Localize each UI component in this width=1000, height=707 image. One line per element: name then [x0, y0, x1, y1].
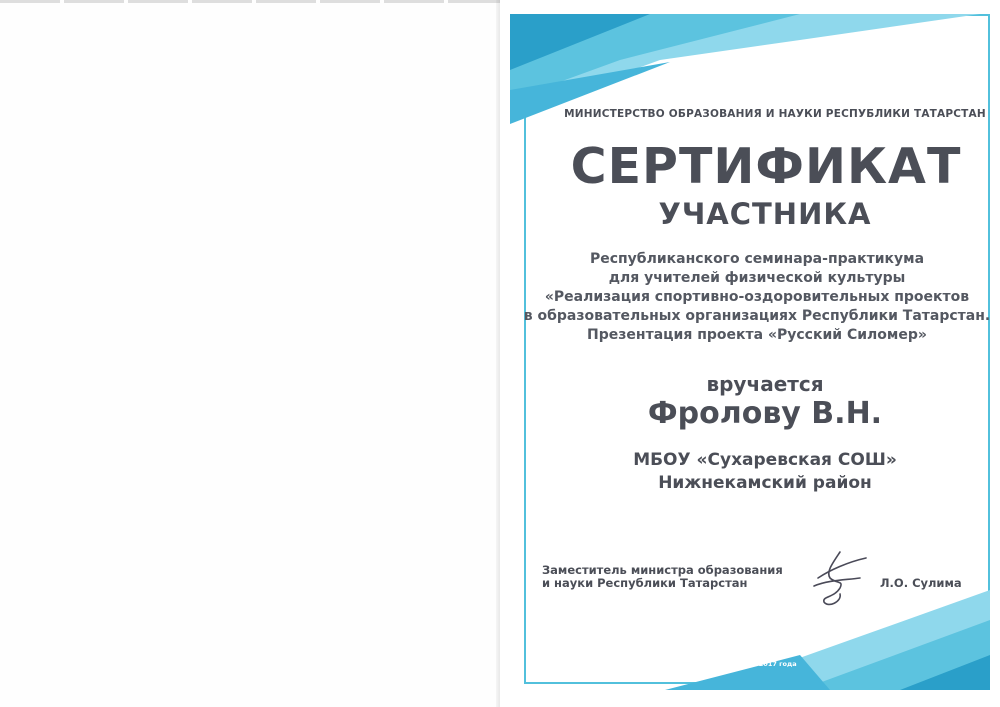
school-district: Нижнекамский район	[658, 473, 872, 493]
scan-top-edge	[0, 0, 500, 3]
certificate-page	[500, 0, 1000, 707]
ministry-heading: МИНИСТЕРСТВО ОБРАЗОВАНИЯ И НАУКИ РЕСПУБЛИКИ ТАТАРСТАН	[564, 108, 986, 120]
place-and-date	[700, 652, 810, 668]
signer-name: Л.О. Сулима	[880, 576, 962, 590]
event-description	[514, 250, 1000, 345]
awarded-text: вручается	[706, 372, 824, 396]
school-name: МБОУ «Сухаревская СОШ»	[633, 450, 897, 470]
event-line: Презентация проекта «Русский Силомер»	[587, 327, 927, 343]
certificate-subtitle: УЧАСТНИКА	[658, 197, 872, 231]
event-line: «Реализация спортивно-оздоровительных проектов	[544, 289, 970, 305]
event-line: для учителей физической культуры	[608, 270, 906, 286]
school-info	[550, 449, 980, 495]
footer-city: г. Нижнекамск	[727, 652, 783, 660]
footer-date: 13 декабря 2017 года	[713, 660, 797, 668]
signer-title-line: и науки Республики Татарстан	[542, 576, 748, 590]
signer-title-line: Заместитель министра образования	[542, 563, 783, 577]
signer-title	[542, 564, 802, 590]
top-left-corner-decoration	[500, 0, 1000, 150]
event-line: Республиканского семинара-практикума	[589, 251, 925, 267]
handwritten-signature	[800, 550, 880, 610]
certificate-title: СЕРТИФИКАТ	[570, 138, 962, 195]
event-line: в образовательных организациях Республики Татарстан.	[523, 308, 991, 324]
recipient-name: Фролову В.Н.	[647, 396, 883, 431]
